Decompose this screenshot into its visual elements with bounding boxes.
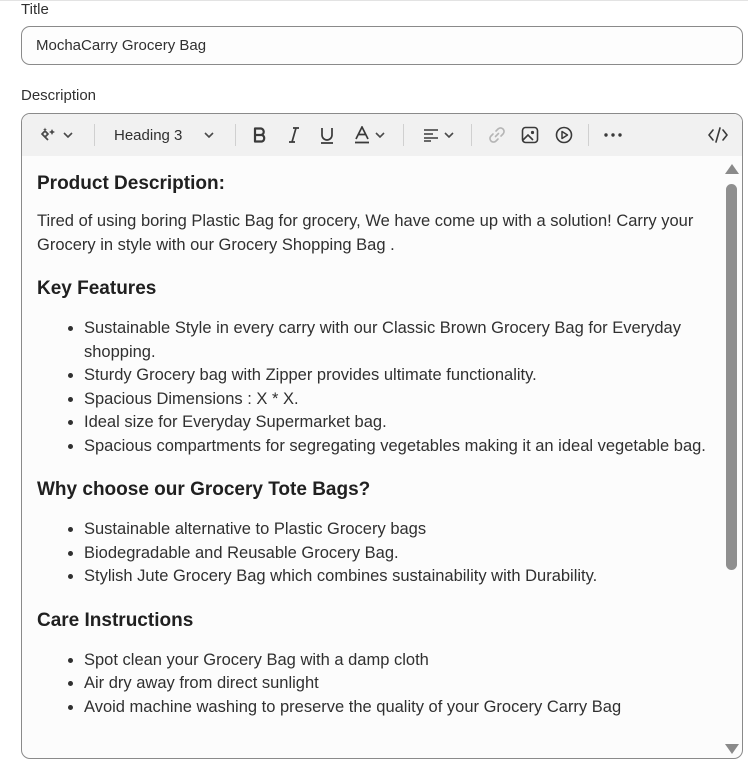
top-divider — [0, 0, 748, 1]
link-button[interactable] — [485, 121, 509, 149]
image-button[interactable] — [518, 121, 542, 149]
bold-button[interactable] — [248, 121, 272, 149]
editor-content[interactable] — [22, 156, 720, 758]
toolbar-separator — [403, 124, 404, 146]
list-item: • Spacious compartments for segregating vegetables making it an ideal vegetable bag. — [84, 435, 720, 459]
code-view-button[interactable] — [706, 121, 730, 149]
italic-icon — [288, 127, 300, 143]
bold-icon — [253, 127, 267, 143]
editor-scrollbar[interactable] — [724, 160, 738, 756]
description-label: Description — [21, 87, 97, 104]
rich-text-editor[interactable] — [21, 113, 743, 759]
title-input[interactable] — [21, 26, 743, 65]
list-item: • Spot clean your Grocery Bag with a damp cloth — [84, 649, 720, 673]
magic-menu-button[interactable] — [34, 121, 78, 149]
title-label: Title — [21, 1, 49, 18]
more-button[interactable] — [601, 121, 625, 149]
chevron-down-icon — [63, 132, 73, 138]
list-item: • Spacious Dimensions : X * X. — [84, 388, 720, 412]
underline-button[interactable] — [315, 121, 339, 149]
block-style-label: Heading 3 — [114, 126, 183, 144]
video-icon — [555, 126, 573, 144]
image-icon — [521, 126, 539, 144]
why-list — [37, 518, 720, 589]
toolbar-separator — [471, 124, 472, 146]
scroll-up-arrow-icon[interactable] — [725, 164, 739, 174]
italic-button[interactable] — [282, 121, 306, 149]
list-item: • Biodegradable and Reusable Grocery Bag. — [84, 542, 720, 566]
heading-product-description: Product Description: — [37, 173, 225, 194]
list-item: • Air dry away from direct sunlight — [84, 672, 720, 696]
list-item: • Ideal size for Everyday Supermarket bag. — [84, 411, 720, 435]
video-button[interactable] — [552, 121, 576, 149]
magic-wand-icon — [39, 126, 59, 144]
align-button[interactable] — [418, 121, 458, 149]
care-list — [37, 649, 720, 720]
list-item: • Stylish Jute Grocery Bag which combines sustainability with Durability. — [84, 565, 720, 589]
toolbar-separator — [94, 124, 95, 146]
toolbar-separator — [588, 124, 589, 146]
scrollbar-thumb[interactable] — [726, 184, 737, 570]
features-list — [37, 317, 720, 458]
more-icon — [604, 133, 622, 137]
intro-paragraph: Tired of using boring Plastic Bag for grocery, We have come up with a solution! Carry your Grocery in style with our Grocery Shopping Bag . — [37, 212, 694, 254]
heading-care-instructions: Care Instructions — [37, 609, 194, 631]
scroll-down-arrow-icon[interactable] — [725, 744, 739, 754]
list-item: • Sustainable Style in every carry with our Classic Brown Grocery Bag for Everyday shopping. — [84, 317, 720, 364]
block-style-dropdown[interactable] — [114, 121, 222, 149]
align-left-icon — [423, 128, 439, 142]
heading-key-features: Key Features — [37, 278, 157, 299]
chevron-down-icon — [444, 132, 454, 138]
text-color-icon — [354, 126, 370, 144]
code-icon — [708, 127, 728, 143]
chevron-down-icon — [204, 132, 214, 138]
heading-why-choose: Why choose our Grocery Tote Bags? — [37, 479, 371, 500]
list-item: • Avoid machine washing to preserve the quality of your Grocery Carry Bag — [84, 696, 720, 720]
chevron-down-icon — [375, 132, 385, 138]
editor-toolbar — [22, 114, 742, 156]
toolbar-separator — [235, 124, 236, 146]
underline-icon — [320, 127, 334, 144]
list-item: • Sustainable alternative to Plastic Grocery bags — [84, 518, 720, 542]
link-icon — [488, 126, 506, 144]
text-color-button[interactable] — [349, 121, 389, 149]
list-item: • Sturdy Grocery bag with Zipper provides ultimate functionality. — [84, 364, 720, 388]
